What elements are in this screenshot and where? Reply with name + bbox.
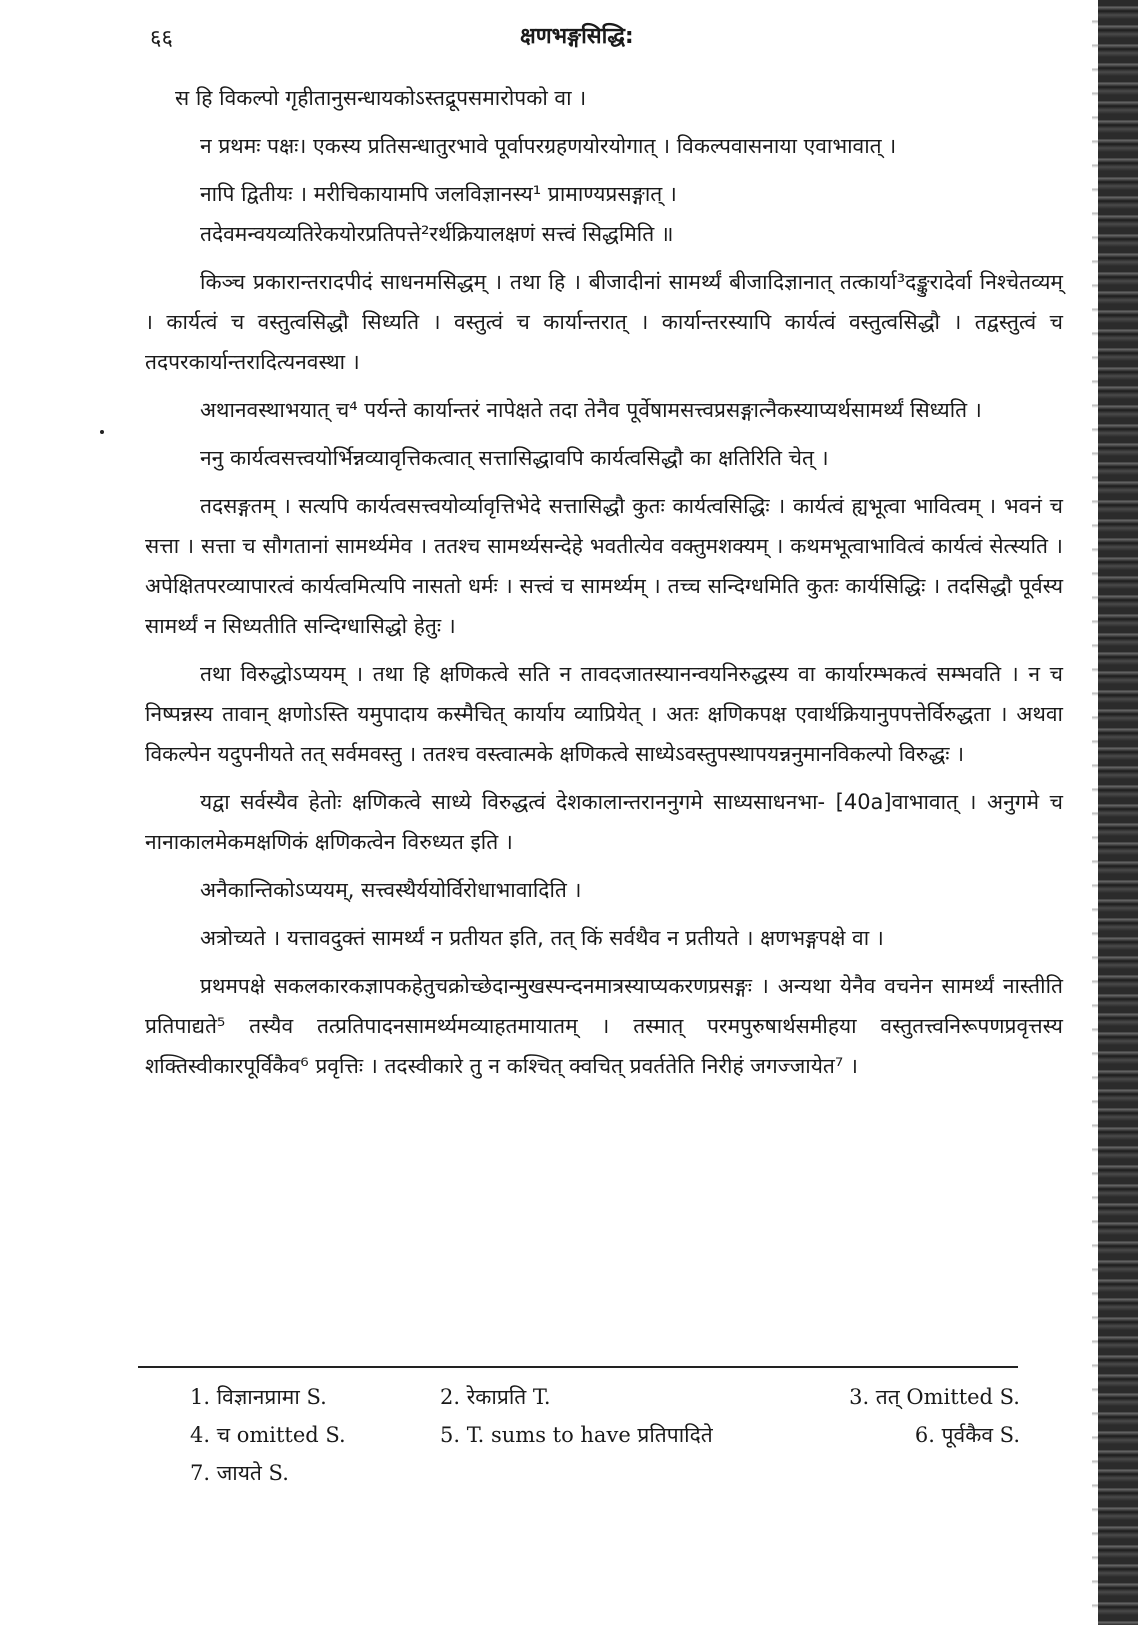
paragraph: अनैकान्तिकोऽप्ययम्, सत्त्वस्थैर्ययोर्विरोधाभावादिति । [200,878,582,902]
paragraph: स हि विकल्पो गृहीतानुसन्धायकोऽस्तद्रूपसमारोपको वा । [175,86,587,110]
footnote-rule [138,1366,1018,1368]
footnotes [190,1378,1020,1492]
footnote: 1. विज्ञानप्रामा S. [190,1385,327,1409]
paragraph: यद्वा सर्वस्यैव हेतोः क्षणिकत्वे साध्ये विरुद्धत्वं देशकालान्तराननुगमे साध्यसाधनभा- [40a]वाभावात् । अनुगमे च नानाकालमेकमक्षणिकं क्षणिकत्वेन विरुध्यत इति । [145,790,1063,854]
main-text [145,78,1063,1094]
verse-line: तदेवमन्वयव्यतिरेकयोरप्रतिपत्ते²रर्थक्रियालक्षणं सत्त्वं सिद्धमिति ॥ [200,222,674,246]
paragraph: किञ्च प्रकारान्तरादपीदं साधनमसिद्धम् । तथा हि । बीजादीनां सामर्थ्यं बीजादिज्ञानात् तत्कार्या³दङ्कुरादेर्वा निश्चेतव्यम् । कार्यत्वं च वस्तुत्वसिद्धौ सिध्यति । वस्तुत्वं च कार्यान्तरात् । कार्यान्तरस्यापि कार्यत्वं वस्तुत्वसिद्धौ । तद्वस्तुत्वं च तदपरकार्यान्तरादित्यनवस्था । [145,270,1063,374]
footnote-row [190,1416,1020,1454]
paragraph: अत्रोच्यते । यत्तावदुक्तं सामर्थ्यं न प्रतीयत इति, तत् किं सर्वथैव न प्रतीयते । क्षणभङ्गपक्षे वा । [200,926,884,950]
page-number: ६६ [150,26,173,51]
page-binding-edge [1098,0,1138,1625]
paragraph: प्रथमपक्षे सकलकारकज्ञापकहेतुचक्रोच्छेदान्मुखस्पन्दनमात्रस्याप्यकरणप्रसङ्गः । अन्यथा येनैव वचनेन सामर्थ्यं नास्तीति प्रतिपाद्यते⁵ तस्यैव तत्प्रतिपादनसामर्थ्यमव्याहतमायातम् । तस्मात् परमपुरुषार्थसमीहया वस्तुतत्त्वनिरूपणप्रवृत्तस्य शक्तिस्वीकारपूर्विकैव⁶ प्रवृत्तिः । तदस्वीकारे तु न कश्चित् क्वचित् प्रवर्ततेति निरीहं जगज्जायेत⁷ । [145,974,1063,1078]
footnote: 4. च omitted S. [190,1423,346,1447]
ink-speck [100,430,104,434]
paragraph: तदसङ्गतम् । सत्यपि कार्यत्वसत्त्वयोर्व्यावृत्तिभेदे सत्तासिद्धौ कुतः कार्यत्वसिद्धिः । कार्यत्वं ह्यभूत्वा भावित्वम् । भवनं च सत्ता । सत्ता च सौगतानां सामर्थ्यमेव । ततश्च सामर्थ्यसन्देहे भवतीत्येव वक्तुमशक्यम् । कथमभूत्वाभावित्वं कार्यत्वं सेत्स्यति । अपेक्षितपरव्यापारत्वं कार्यत्वमित्यपि नासतो धर्मः । सत्त्वं च सामर्थ्यम् । तच्च सन्दिग्धमिति कुतः कार्यसिद्धिः । तदसिद्धौ पूर्वस्य सामर्थ्यं न सिध्यतीति सन्दिग्धासिद्धो हेतुः । [145,494,1063,638]
footnote: 7. जायते S. [190,1461,289,1485]
footnote: 5. T. sums to have प्रतिपादिते [440,1423,713,1447]
running-title: क्षणभङ्गसिद्धि: [520,24,634,49]
paragraph: ननु कार्यत्वसत्त्वयोर्भिन्नव्यावृत्तिकत्वात् सत्तासिद्धावपि कार्यत्वसिद्धौ का क्षतिरिति चेत् । [200,446,829,470]
footnote: 6. पूर्वकैव S. [914,1423,1020,1447]
paragraph: न प्रथमः पक्षः। एकस्य प्रतिसन्धातुरभावे पूर्वापरग्रहणयोरयोगात् । विकल्पवासनाया एवाभावात् । [200,134,897,158]
footnote-row [190,1454,1020,1492]
footnote: 3. तत् Omitted S. [849,1385,1020,1409]
paragraph: अथानवस्थाभयात् च⁴ पर्यन्ते कार्यान्तरं नापेक्षते तदा तेनैव पूर्वेषामसत्त्वप्रसङ्गात्नैकस्याप्यर्थसामर्थ्यं सिध्यति । [200,398,982,422]
footnote-row [190,1378,1020,1416]
verse-line: नापि द्वितीयः । मरीचिकायामपि जलविज्ञानस्य¹ प्रामाण्यप्रसङ्गात् । [200,182,677,206]
page-edge-shadow [1092,0,1098,1625]
footnote: 2. रेकाप्रति T. [440,1385,551,1409]
paragraph: तथा विरुद्धोऽप्ययम् । तथा हि क्षणिकत्वे सति न तावदजातस्यानन्वयनिरुद्धस्य वा कार्यारम्भकत्वं सम्भवति । न च निष्पन्नस्य तावान् क्षणोऽस्ति यमुपादाय कस्मैचित् कार्याय व्याप्रियेत् । अतः क्षणिकपक्ष एवार्थक्रियानुपपत्तेर्विरुद्धता । अथवा विकल्पेन यदुपनीयते तत् सर्वमवस्तु । ततश्च वस्त्वात्मके क्षणिकत्वे साध्येऽवस्तुपस्थापयन्ननुमानविकल्पो विरुद्धः । [145,662,1063,766]
